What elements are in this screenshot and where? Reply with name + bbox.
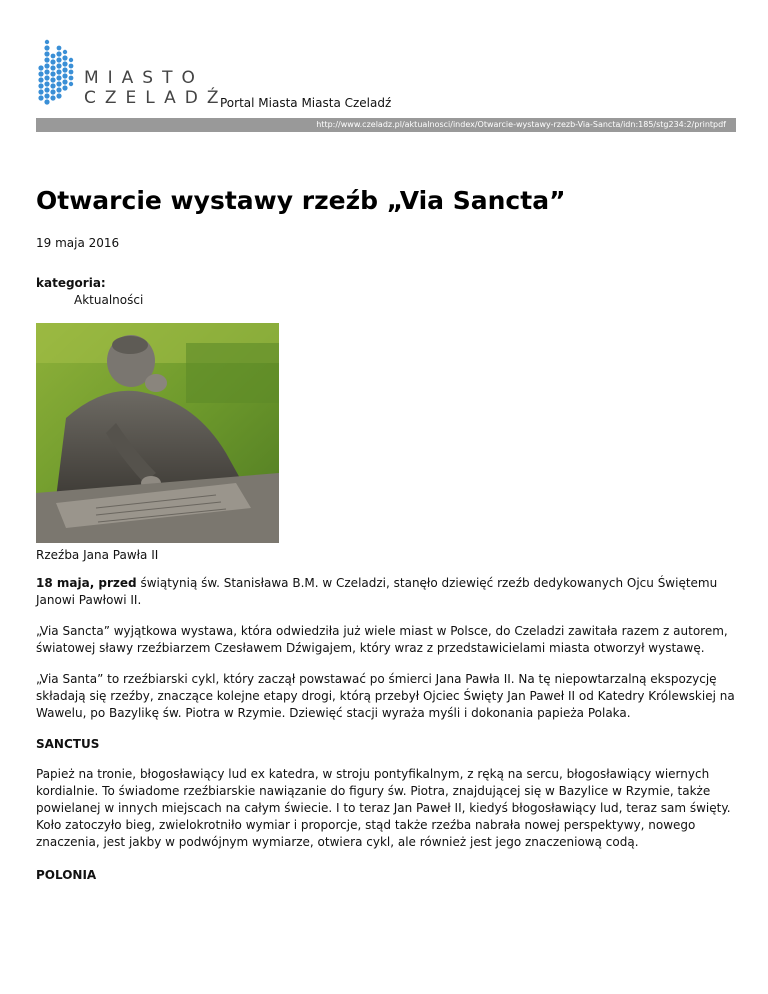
logo-wordmark xyxy=(84,68,227,108)
lead-paragraph xyxy=(36,575,736,609)
section-heading: POLONIA xyxy=(36,868,97,882)
logo-line-2: CZELADŹ xyxy=(84,88,228,108)
section-heading: SANCTUS xyxy=(36,737,100,751)
lead-text: świątynią św. Stanisława B.M. w Czeladzi, stanęło dziewięć rzeźb dedykowanych Ojcu Świętemu Janowi Pawłowi II. xyxy=(36,576,718,607)
image-caption: Rzeźba Jana Pawła II xyxy=(36,548,159,562)
sculpture-photo xyxy=(36,323,279,543)
paragraph: „Via Sancta” wyjątkowa wystawa, która odwiedziła już wiele miast w Polsce, do Czeladzi zawitała razem z autorem, światowej sławy rzeźbiarzem Czesławem Dźwigajem, który wraz z przedstawicielami miasta otworzył wystawę. xyxy=(36,624,728,655)
lead-bold: 18 maja, przed xyxy=(36,576,137,590)
print-url-bar[interactable]: http://www.czeladz.pl/aktualnosci/index/Otwarcie-wystawy-rzezb-Via-Sancta/idn:185/stg234:2/printpdf xyxy=(36,118,736,132)
site-header xyxy=(36,38,736,116)
article-date: 19 maja 2016 xyxy=(36,236,120,250)
paragraph: „Via Santa” to rzeźbiarski cykl, który zaczął powstawać po śmierci Jana Pawła II. Na tę niepowtarzalną ekspozycję składają się rzeźby, znaczące kolejne etapy drogi, którą przebył Ojciec Święty Jan Paweł II od Katedry Królewskiej na Wawelu, po Bazylikę św. Piotra w Rzymie. Dziewięć stacji wyraża myśli i dokonania papieża Polaka. xyxy=(36,672,735,720)
article-title: Otwarcie wystawy rzeźb „Via Sancta” xyxy=(36,186,566,215)
section-paragraph: Papież na tronie, błogosławiący lud ex katedra, w stroju pontyfikalnym, z ręką na sercu, błogosławiący wiernych kordialnie. To świadome rzeźbiarskie nawiązanie do figury św. Piotra, znajdującej się w Bazylice w Rzymie, także powielanej w innych miejscach na całym świecie. I to teraz Jan Paweł II, kiedyś błogosławiący lud, teraz sam święty. Koło zatoczyło bieg, zwielokrotniło wymiar i proporcje, stąd także rzeźba nabrała nowej perspektywy, nowego znaczenia, jest jakby w podwójnym wymiarze, otwiera cykl, ale również jest jego znaczeniową codą. xyxy=(36,767,731,849)
category-label: kategoria: xyxy=(36,276,106,290)
article xyxy=(36,184,736,883)
category-value[interactable]: Aktualności xyxy=(74,293,144,307)
city-logo-icon[interactable] xyxy=(36,38,80,108)
portal-name: Portal Miasta Miasta Czeladź xyxy=(220,96,392,110)
logo-line-1: MIASTO xyxy=(84,68,204,88)
